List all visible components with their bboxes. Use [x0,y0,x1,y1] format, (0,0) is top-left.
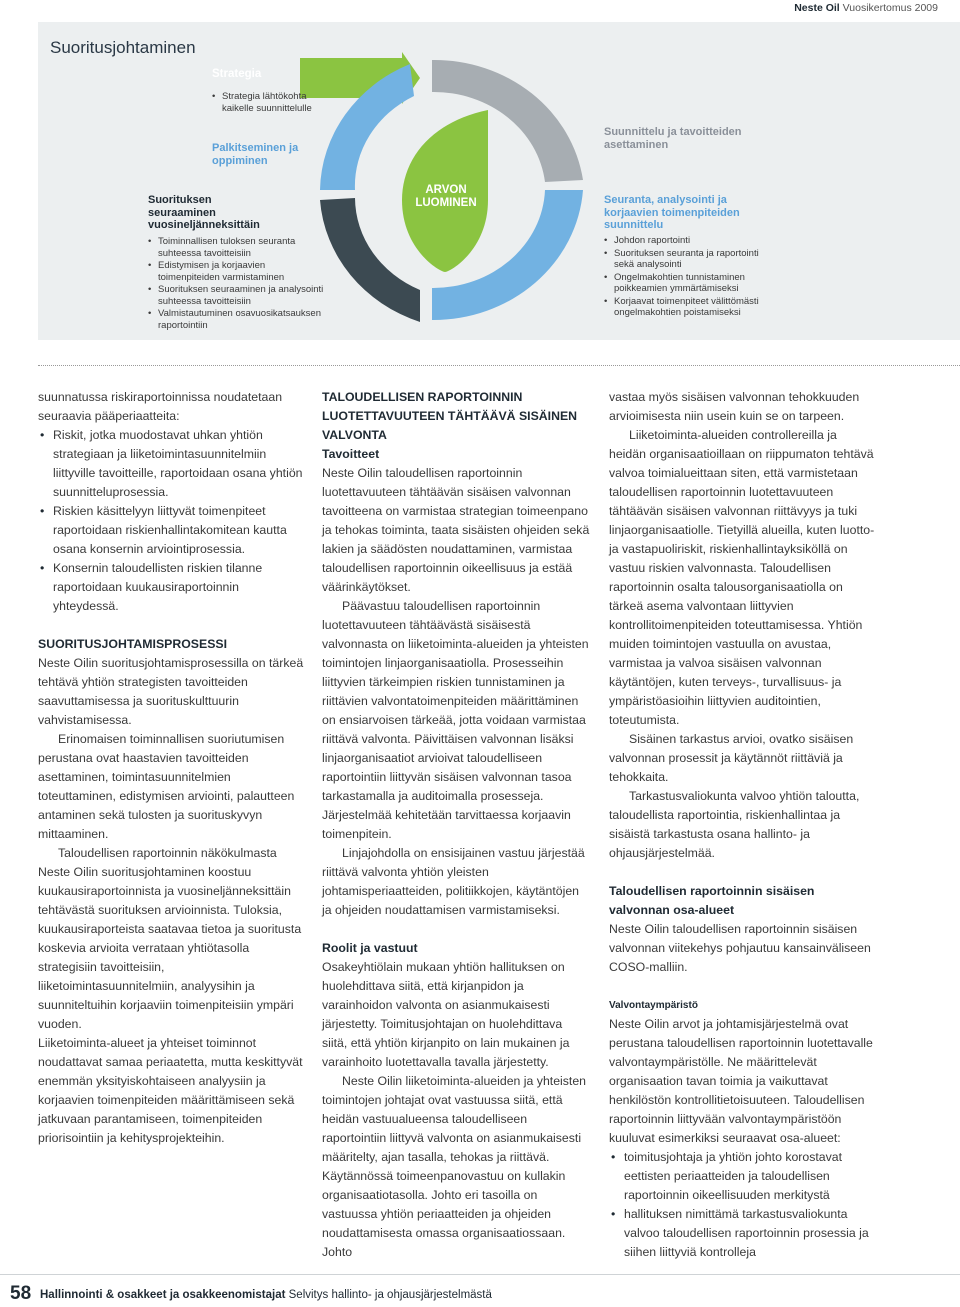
paragraph: vastaa myös sisäisen valvonnan tehokkuuden arvioimisesta niin usein kuin se on tarpeen. [609,390,860,423]
planning-title-line: asettaminen [604,138,669,151]
performance-item: • Toiminnallisen tuloksen seuranta suhteessa tavoitteisiin [148,236,326,259]
monitoring-item: • Suorituksen seuranta ja raportointi sekä analysointi [604,248,774,271]
column-3 [609,388,877,1262]
planning-title-line: Suunnittelu ja tavoitteiden [604,126,742,138]
strategy-title: Strategia [212,68,262,80]
monitoring-title-line: suunnittelu [604,219,664,231]
performance-item: • Edistymisen ja korjaavien toimenpiteiden varmistaminen [148,260,326,283]
planning-title [604,126,742,151]
paragraph: Neste Oilin taloudellisen raportoinnin sisäisen valvonnan viitekehys pohjautuu kansainväliseen COSO-malliin. [609,922,871,974]
rewarding-title-line: oppiminen [212,154,268,167]
rewarding-title-line: Palkitseminen ja [212,142,299,154]
paragraph: Taloudellisen raportoinnin näkökulmasta Neste Oilin suoritusjohtaminen koostuu kuukausiraportoinnista ja vuosineljänneksittäin tehtävästä suorituksen arvioinnista. Tuloksia, kuukausiraporteista saatavaa tietoa ja suoritusta koskevia arvioita verrataan yhtiötasolla strategisiin tavoitteisiin, liiketoimintasuunnitelmiin, analyysihin ja suunniteltuihin korjaaviin toimenpiteisiin ympäri vuoden. [38,846,302,1031]
monitoring-item: • Korjaavat toimenpiteet välittömästi ongelmakohtien poistamiseksi [604,296,774,319]
center-label: ARVON LUOMINEN [415,184,477,209]
column-2 [322,388,590,1262]
list-item: • Riskien käsittelyyn liittyvät toimenpiteet raportoidaan riskienhallintakomitean kautta osana konsernin arviointiprosessia. [38,502,306,559]
report-name: Vuosikertomus 2009 [842,2,938,14]
brand-name: Neste Oil [794,2,840,14]
subheading: Roolit ja vastuut [322,941,418,955]
footer-section: Hallinnointi & osakkeet ja osakkeenomistajat [40,1289,286,1301]
paragraph: Sisäinen tarkastus arvioi, ovatko sisäisen valvonnan prosessit ja käytännöt riittäviä ja tehokkaita. [609,732,854,784]
footer-title [40,1289,492,1301]
footer-rule [0,1274,960,1275]
paragraph: Linjajohdolla on ensisijainen vastuu järjestää riittävä valvonta yhtiön yleisten johtamisperiaatteiden, politiikkojen, käytäntöjen ja ohjeiden noudattamisen varmistamiseksi. [322,846,585,917]
heading-line: TALOUDELLISEN RAPORTOINNIN [322,390,523,404]
performance-title-line: vuosineljänneksittäin [148,219,260,231]
performance-item: • Valmistautuminen osavuosikatsauksen raportointiin [148,308,326,331]
bullet-list [38,426,306,616]
performance-title [148,194,260,232]
column-1 [38,388,306,1148]
list-item: • Konsernin taloudellisten riskien tilanne raportoidaan kuukausiraportoinnin yhteydessä. [38,559,306,616]
heading-line: valvonnan osa-alueet [609,903,735,917]
monitoring-title-line: Seuranta, analysointi ja [604,194,727,206]
paragraph: Liiketoiminta-alueiden controllereilla ja heidän organisaatioillaan on riippumaton tehtävä valvoa toimialueittaan siten, että varmistetaan taloudellisen raportoinnin luotettavuuteen tähtäävän sisäisen valvonnan riittävyys ja tuki linjaorganisaatiolle. Tietyillä alueilla, kuten luotto- ja vastapuoliriskit, riskienhallintayksiköllä on vastuu riskien valvonnasta. Taloudellisen raportoinnin osalta talousorganisaatiolla on tärkeä asema valvontaan liittyvien kontrollitoimenpiteiden toteuttamisessa. Yhtiön muiden toimintojen vastuulla on avustaa, varmistaa ja valvoa sisäisen valvonnan käytäntöjen, kuten terveys-, turvallisuus- ja ympäristöasioihin liittyvien auditointien, toteutumista. [609,428,875,727]
subheading: Tavoitteet [322,447,380,461]
page-number: 58 [10,1283,32,1304]
list-item: • toimitusjohtaja ja yhtiön johto korostavat eettisten periaatteiden ja taloudellisen raportoinnin oikeellisuuden merkitystä [609,1148,877,1205]
rewarding-title [212,142,298,167]
report-header [794,2,938,14]
heading-line: VALVONTA [322,428,387,442]
section-heading [322,388,590,445]
performance-title-line: Suorituksen [148,194,212,206]
separator [38,365,960,366]
bullet-list [609,1148,877,1262]
performance-title-line: seuraaminen [148,206,216,219]
heading-line: LUOTETTAVUUTEEN TÄHTÄÄVÄ SISÄINEN [322,409,578,423]
list-item: • hallituksen nimittämä tarkastusvaliokunta valvoo taloudellisen raportoinnin prosessia ja siihen liittyviä kontrolleja [609,1205,877,1262]
heading-line: Taloudellisen raportoinnin sisäisen [609,884,815,898]
paragraph: Liiketoiminta-alueet ja yhteiset toiminnot noudattavat samaa periaatetta, mutta keskittyvät enemmän yksityiskohtaiseen analyysiin ja korjaavien toimenpiteiden määrittämiseen sekä jatkuvaan parantamiseen, toimenpiteiden priorisointiin ja kehitysprojekteihin. [38,1036,303,1145]
figure-title: Suoritusjohtaminen [50,38,196,57]
monitoring-item: • Johdon raportointi [604,235,774,247]
subheading: Valvontaympäristö [609,1000,698,1011]
performance-list [148,235,326,331]
subheading [609,882,877,920]
paragraph: Neste Oilin liiketoiminta-alueiden ja yhteisten toimintojen johtajat ovat vastuussa siitä, että heidän vastuualueensa taloudelliseen raportointiin liittyvä valvonta on asianmukaisesti määritelty, ajan tasalla, tehokas ja riittävä. Käytännössä toimeenpanovastuu on kullakin organisaatiotasolla. Johto eri tasoilla on vastuussa yhtiön periaatteiden ja ohjeiden noudattamisesta omassa organisaatiossaan. Johto [322,1074,587,1259]
paragraph: Tarkastusvaliokunta valvoo yhtiön taloutta, taloudellista raportointia, riskienhallintaa ja sisäistä tarkastusta osana hallinto- ja ohjausjärjestelmää. [609,789,860,860]
footer-subtitle: Selvitys hallinto- ja ohjausjärjestelmästä [288,1289,492,1301]
paragraph: Erinomaisen toiminnallisen suoriutumisen perustana ovat haastavien tavoitteiden asettaminen, toimintasuunnitelmien toteuttaminen, edistymisen arviointi, palautteen antaminen sekä tulosten ja suorituskyvyn mittaaminen. [38,732,295,841]
strategy-item: • Strategia lähtökohta kaikelle suunnittelulle [212,91,332,114]
paragraph: Neste Oilin suoritusjohtamisprosessilla on tärkeä tehtävä yhtiön strategisten tavoitteiden saavuttamisessa ja suorituskulttuurin vahvistamisessa. [38,656,304,727]
paragraph: Neste Oilin taloudellisen raportoinnin luotettavuuteen tähtäävän sisäisen valvonnan tavoitteena on varmistaa strategian toimeenpano ja tehokas toiminta, taata sisäisten ohjeiden sekä lakien ja säädösten noudattaminen, varmistaa taloudellisen raportoinnin oikeellisuus ja estää väärinkäytökset. [322,466,590,594]
strategy-list [212,90,332,114]
paragraph: Neste Oilin arvot ja johtamisjärjestelmä ovat perustana taloudellisen raportoinnin luotettavalle valvontaympäristölle. Ne määrittelevät organisaation tavan toimia ja vaikuttavat henkilöstön kontrollitietoisuuteen. Taloudellisen raportoinnin liittyvään valvontaympäristöön kuuluvat esimerkiksi seuraavat osa-alueet: [609,1017,873,1145]
list-item: • Riskit, jotka muodostavat uhkan yhtiön strategiaan ja liiketoimintasuunnitelmiin liittyville tavoitteille, raportoidaan osana yhtiön suunnitteluprosessia. [38,426,306,502]
monitoring-title [604,194,740,232]
performance-item: • Suorituksen seuraaminen ja analysointi suhteessa tavoitteisiin [148,284,326,307]
paragraph: suunnatussa riskiraportoinnissa noudatetaan seuraavia pääperiaatteita: [38,390,283,423]
monitoring-item: • Ongelmakohtien tunnistaminen poikkeamien ymmärtämiseksi [604,272,774,295]
section-heading: SUORITUSJOHTAMISPROSESSI [38,637,228,651]
monitoring-title-line: korjaavien toimenpiteiden [604,206,740,219]
paragraph: Osakeyhtiölain mukaan yhtiön hallituksen on huolehdittava siitä, että kirjanpidon ja varainhoidon valvonta on asianmukaisesti järjestetty. Toimitusjohtajan on huolehdittava siitä, että yhtiön kirjanpito on lain mukainen ja varainhoito luotettavalla tavalla järjestetty. [322,960,570,1069]
paragraph: Päävastuu taloudellisen raportoinnin luotettavuuteen tähtäävästä sisäisestä valvonnasta on liiketoiminta-alueiden ja yhteisten toimintojen linjaorganisaatiolla. Prosesseihin liittyvien tärkeimpien riskien tunnistaminen ja riittävien valvontatoimenpiteiden määrittäminen on ensiarvoisen tärkeää, jotta voidaan varmistaa riittävä valvonta. Päivittäisen valvonnan lisäksi linjaorganisaatiot arvioivat taloudelliseen raportointiin liittyvän sisäisen valvonnan tasoa tarkastamalla ja auditoimalla prosesseja. Järjestelmää kehitetään tarvittaessa korjaavin toimenpitein. [322,599,589,841]
monitoring-list [604,234,774,319]
